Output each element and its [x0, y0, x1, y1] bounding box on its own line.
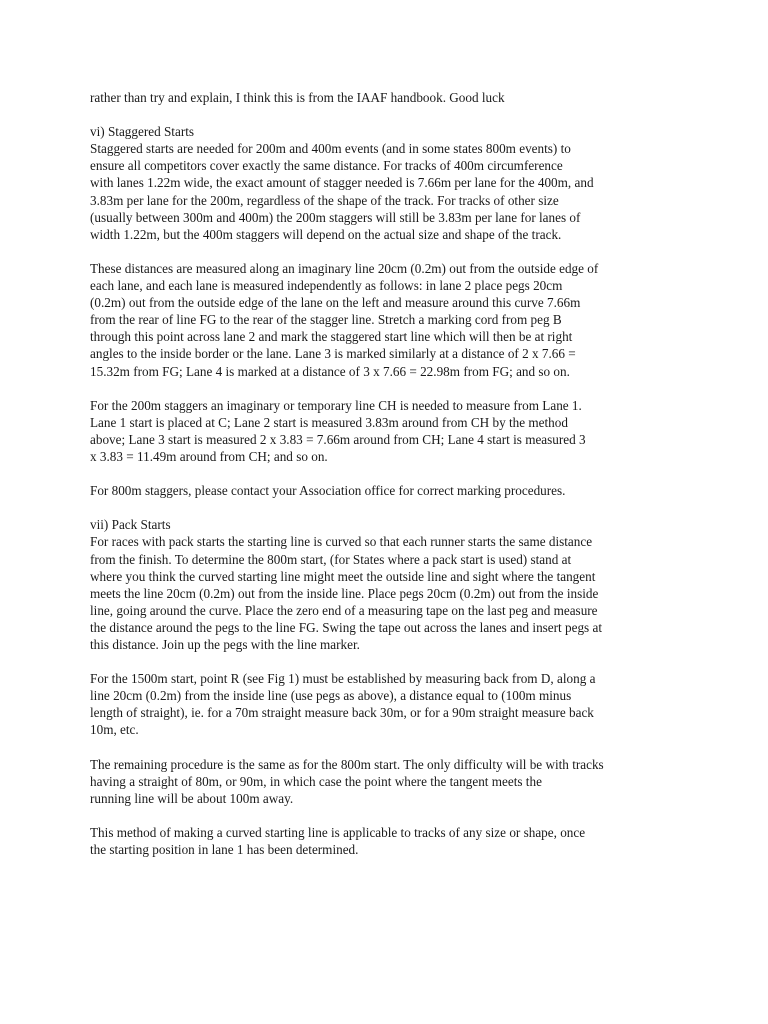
text-line: line 20cm (0.2m) from the inside line (use pegs as above), a distance equal to (100m minus [90, 688, 572, 704]
text-line: with lanes 1.22m wide, the exact amount of stagger needed is 7.66m per lane for the 400m, and [90, 175, 594, 191]
text-line: 10m, etc. [90, 722, 139, 738]
text-line: For the 200m staggers an imaginary or temporary line CH is needed to measure from Lane 1. [90, 397, 582, 413]
800m-staggers-paragraph [90, 482, 680, 499]
text-line: (0.2m) out from the outside edge of the lane on the left and measure around this curve 7.66m [90, 295, 581, 311]
text-line: Lane 1 start is placed at C; Lane 2 start is measured 3.83m around from CH by the method [90, 414, 568, 430]
text-line: (usually between 300m and 400m) the 200m staggers will still be 3.83m per lane for lanes of [90, 209, 581, 225]
remaining-procedure-paragraph [90, 756, 680, 807]
text-line: the starting position in lane 1 has been determined. [90, 842, 359, 858]
text-line: The remaining procedure is the same as for the 800m start. The only difficulty will be with tracks [90, 756, 604, 772]
text-line: Staggered starts are needed for 200m and 400m events (and in some states 800m events) to [90, 141, 571, 157]
1500m-start-paragraph [90, 670, 680, 738]
text-line: This method of making a curved starting line is applicable to tracks of any size or shape, once [90, 825, 586, 841]
pack-starts-section [90, 516, 680, 653]
measurement-paragraph [90, 260, 680, 380]
text-line: where you think the curved starting line might meet the outside line and sight where the tangent [90, 568, 596, 584]
text-line: 15.32m from FG; Lane 4 is marked at a distance of 3 x 7.66 = 22.98m from FG; and so on. [90, 363, 570, 379]
text-line: from the rear of line FG to the rear of the stagger line. Stretch a marking cord from peg B [90, 312, 562, 328]
method-summary-paragraph [90, 824, 680, 858]
text-line: having a straight of 80m, or 90m, in which case the point where the tangent meets the [90, 773, 542, 789]
text-line: through this point across lane 2 and mark the staggered start line which will then be at right [90, 329, 573, 345]
text-line: from the finish. To determine the 800m start, (for States where a pack start is used) stand at [90, 551, 572, 567]
text-line: For 800m staggers, please contact your Association office for correct marking procedures. [90, 483, 566, 499]
text-line: width 1.22m, but the 400m staggers will depend on the actual size and shape of the track. [90, 226, 562, 242]
text-line: the distance around the pegs to the line FG. Swing the tape out across the lanes and insert pegs at [90, 619, 602, 635]
text-line: each lane, and each lane is measured independently as follows: in lane 2 place pegs 20cm [90, 278, 563, 294]
section-heading: vi) Staggered Starts [90, 124, 195, 140]
text-line: 3.83m per lane for the 200m, regardless of the shape of the track. For tracks of other size [90, 192, 559, 208]
text-line: These distances are measured along an imaginary line 20cm (0.2m) out from the outside edge of [90, 260, 599, 276]
text-line: this distance. Join up the pegs with the line marker. [90, 637, 360, 652]
intro-paragraph [90, 89, 680, 106]
text-line: rather than try and explain, I think this is from the IAAF handbook. Good luck [90, 90, 505, 105]
text-line: line, going around the curve. Place the zero end of a measuring tape on the last peg and measure [90, 602, 598, 618]
text-line: running line will be about 100m away. [90, 790, 294, 806]
staggered-starts-section [90, 123, 680, 243]
document-body [90, 89, 680, 875]
text-line: length of straight), ie. for a 70m straight measure back 30m, or for a 90m straight measure back [90, 705, 594, 721]
section-heading: vii) Pack Starts [90, 517, 171, 533]
text-line: angles to the inside border or the lane. Lane 3 is marked similarly at a distance of 2 x 7.66 = [90, 346, 576, 362]
text-line: x 3.83 = 11.49m around from CH; and so on. [90, 448, 328, 464]
text-line: above; Lane 3 start is measured 2 x 3.83 = 7.66m around from CH; Lane 4 start is measured 3 [90, 431, 586, 447]
200m-staggers-paragraph [90, 397, 680, 465]
text-line: ensure all competitors cover exactly the same distance. For tracks of 400m circumference [90, 158, 563, 174]
text-line: For races with pack starts the starting line is curved so that each runner starts the same distance [90, 534, 593, 550]
text-line: meets the line 20cm (0.2m) out from the inside line. Place pegs 20cm (0.2m) out from the inside [90, 585, 599, 601]
text-line: For the 1500m start, point R (see Fig 1) must be established by measuring back from D, along a [90, 671, 596, 687]
